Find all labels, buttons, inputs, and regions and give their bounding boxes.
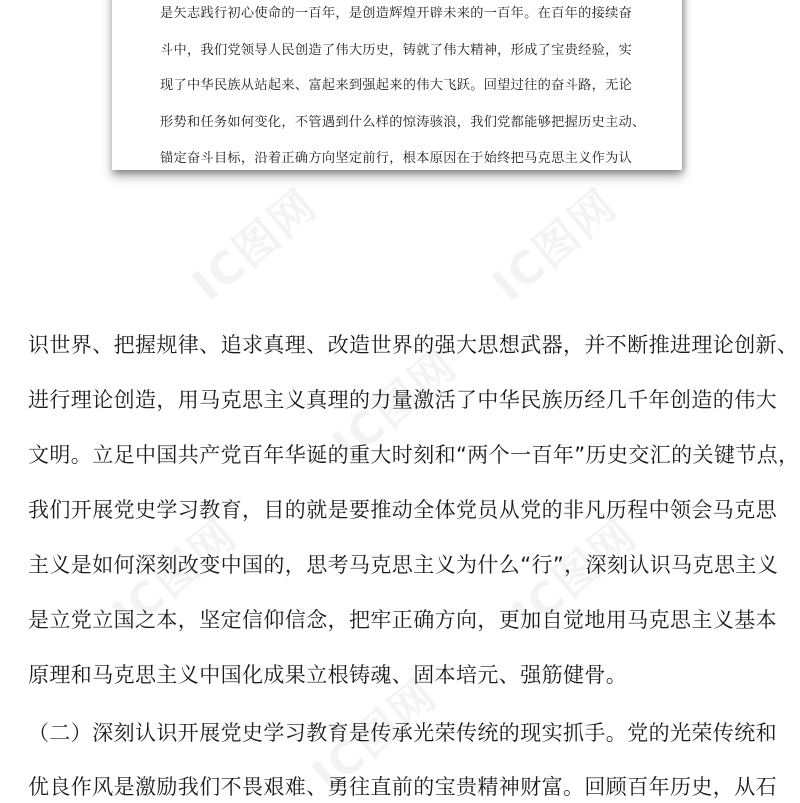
body-text-line: 文明。立足中国共产党百年华诞的重大时刻和“两个一百年”历史交汇的关键节点， [28, 443, 800, 467]
card-text-line: 形势和任务如何变化，不管遇到什么样的惊涛骇浪，我们党都能够把握历史主动、 [160, 115, 646, 130]
watermark: IC图网 [183, 179, 328, 312]
watermark: IC图网 [103, 509, 248, 642]
watermark: IC图网 [483, 179, 628, 312]
section-heading-line: （二）深刻认识开展党史学习教育是传承光荣传统的现实抓手。党的光荣传统和 [28, 721, 777, 745]
body-text-line: 是立党立国之本，坚定信仰信念，把牢正确方向，更加自觉地用马克思主义基本 [28, 608, 777, 632]
watermark: IC图网 [503, 509, 648, 642]
watermark: IC图网 [323, 339, 468, 472]
card-text-line: 锚定奋斗目标，沿着正确方向坚定前行，根本原因在于始终把马克思主义作为认 [160, 151, 633, 166]
body-text-line: 原理和马克思主义中国化成果立根铸魂、固本培元、强筋健骨。 [28, 663, 628, 687]
body-text-line: 识世界、把握规律、追求真理、改造世界的强大思想武器，并不断推进理论创新、 [28, 333, 799, 357]
watermark: IC图网 [303, 669, 448, 802]
document-page-preview [112, 0, 682, 170]
card-text-line: 现了中华民族从站起来、富起来到强起来的伟大飞跃。回望过往的奋斗路，无论 [160, 78, 633, 93]
card-text-line: 是矢志践行初心使命的一百年，是创造辉煌开辟未来的一百年。在百年的接续奋 [160, 6, 633, 21]
body-text-line: 我们开展党史学习教育，目的就是要推动全体党员从党的非凡历程中领会马克思 [28, 498, 777, 522]
body-text-line: 进行理论创造，用马克思主义真理的力量激活了中华民族历经几千年创造的伟大 [28, 388, 777, 412]
body-text-line: 主义是如何深刻改变中国的，思考马克思主义为什么“行”，深刻认识马克思主义 [28, 553, 779, 577]
card-text-line: 斗中，我们党领导人民创造了伟大历史，铸就了伟大精神，形成了宝贵经验，实 [160, 43, 633, 58]
body-text-line: 优良作风是激励我们不畏艰难、勇往直前的宝贵精神财富。回顾百年历史，从石 [28, 775, 777, 799]
